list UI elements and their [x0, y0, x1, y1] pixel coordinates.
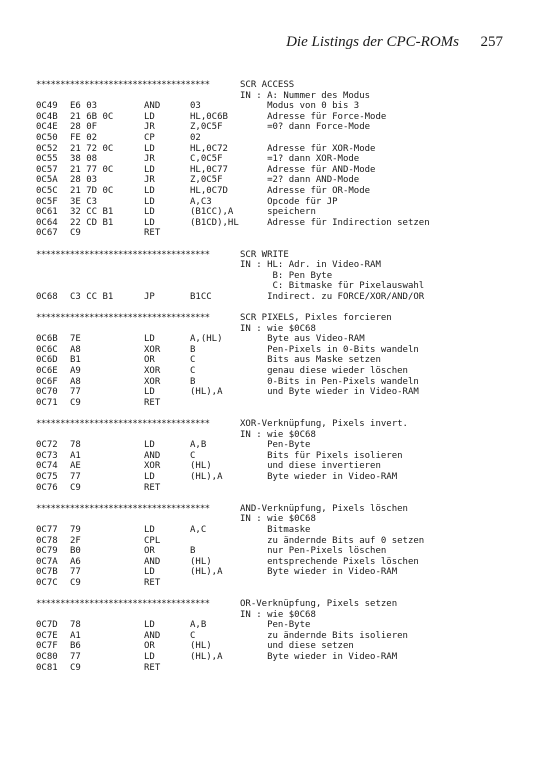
address: 0C7F [36, 641, 58, 652]
address: 0C52 [36, 143, 58, 154]
operand: (HL) [190, 641, 212, 652]
listing-line [36, 472, 516, 483]
comment: zu ändernde Bits isolieren [240, 630, 408, 641]
mnemonic: OR [144, 355, 155, 366]
mnemonic: XOR [144, 461, 161, 472]
comment: XOR-Verknüpfung, Pixels invert. [240, 419, 408, 429]
address: 0C81 [36, 662, 58, 673]
listing-line [36, 387, 516, 398]
address: 0C7A [36, 556, 58, 567]
comment: entsprechende Pixels löschen [240, 556, 419, 567]
machine-code: C3 CC B1 [70, 291, 114, 302]
address: 0C61 [36, 207, 58, 218]
listing-line [36, 461, 516, 472]
operand: B1CC [190, 291, 212, 302]
machine-code: 78 [70, 440, 81, 451]
listing-line [36, 366, 516, 377]
listing-line [36, 525, 516, 536]
comment: Pen-Byte [240, 440, 311, 451]
comment: Adresse für AND-Mode [240, 164, 376, 175]
machine-code: 21 72 0C [70, 143, 114, 154]
listing-line [36, 281, 516, 292]
separator-stars: ************************************ [36, 80, 210, 90]
address: 0C77 [36, 524, 58, 535]
machine-code: A9 [70, 366, 81, 377]
listing-line [36, 334, 516, 345]
listing-line [36, 260, 516, 271]
address: 0C78 [36, 535, 58, 546]
operand: (HL),A [190, 471, 223, 482]
listing-line [36, 419, 516, 430]
comment: Byte aus Video-RAM [240, 334, 365, 345]
operand: B [190, 344, 196, 355]
machine-code: 28 03 [70, 175, 98, 186]
listing-line [36, 133, 516, 144]
machine-code: 21 7D 0C [70, 185, 114, 196]
comment: Modus von 0 bis 3 [240, 101, 360, 112]
comment: 0-Bits in Pen-Pixels wandeln [240, 376, 419, 387]
listing-line [36, 483, 516, 494]
comment: =2? dann AND-Mode [240, 175, 360, 186]
operand: A,B [190, 620, 207, 631]
listing-line [36, 355, 516, 366]
listing-line [36, 122, 516, 133]
address: 0C73 [36, 450, 58, 461]
machine-code: C9 [70, 662, 81, 673]
listing-line [36, 641, 516, 652]
machine-code: C9 [70, 482, 81, 493]
comment: IN : wie $0C68 [240, 514, 316, 525]
listing-line [36, 144, 516, 155]
mnemonic: JR [144, 175, 155, 186]
comment: genau diese wieder löschen [240, 366, 408, 377]
machine-code: 77 [70, 652, 81, 663]
listing-line [36, 101, 516, 112]
machine-code: C9 [70, 577, 81, 588]
machine-code: B6 [70, 641, 81, 652]
mnemonic: LD [144, 207, 155, 218]
comment: Adresse für Indirection setzen [240, 217, 430, 228]
comment: Bits aus Maske setzen [240, 355, 381, 366]
operand: 03 [190, 101, 201, 112]
operand: C [190, 630, 196, 641]
address: 0C75 [36, 471, 58, 482]
comment: =0? dann Force-Mode [240, 122, 371, 133]
listing-line [36, 398, 516, 409]
machine-code: 78 [70, 620, 81, 631]
mnemonic: OR [144, 546, 155, 557]
machine-code: 77 [70, 567, 81, 578]
blank-line [36, 408, 516, 419]
listing-line [36, 165, 516, 176]
operand: HL,0C77 [190, 164, 228, 175]
address: 0C68 [36, 291, 58, 302]
listing-line [36, 228, 516, 239]
address: 0C80 [36, 652, 58, 663]
comment: SCR ACCESS [240, 80, 295, 90]
comment: SCR PIXELS, Pixles forcieren [240, 313, 392, 324]
operand: (HL) [190, 461, 212, 472]
listing-line [36, 112, 516, 123]
operand: (HL),A [190, 567, 223, 578]
address: 0C6D [36, 355, 58, 366]
listing-line [36, 631, 516, 642]
listing-line [36, 663, 516, 674]
listing-line [36, 186, 516, 197]
mnemonic: LD [144, 334, 155, 345]
listing-line [36, 652, 516, 663]
separator-stars: ************************************ [36, 419, 210, 429]
blank-line [36, 239, 516, 250]
mnemonic: LD [144, 620, 155, 631]
listing-line [36, 610, 516, 621]
comment: nur Pen-Pixels löschen [240, 546, 387, 557]
listing-line [36, 514, 516, 525]
listing-line [36, 599, 516, 610]
listing-line [36, 430, 516, 441]
address: 0C7E [36, 630, 58, 641]
mnemonic: AND [144, 630, 161, 641]
operand: C,0C5F [190, 154, 223, 165]
address: 0C6E [36, 366, 58, 377]
listing-line [36, 154, 516, 165]
listing-line [36, 271, 516, 282]
operand: A,C3 [190, 196, 212, 207]
listing-line [36, 578, 516, 589]
comment: Byte wieder in Video-RAM [240, 652, 398, 663]
mnemonic: AND [144, 556, 161, 567]
address: 0C5C [36, 185, 58, 196]
mnemonic: AND [144, 450, 161, 461]
comment: und Byte wieder in Video-RAM [240, 387, 419, 398]
address: 0C6B [36, 334, 58, 345]
listing-line [36, 557, 516, 568]
separator-stars: ************************************ [36, 313, 210, 324]
machine-code: A1 [70, 630, 81, 641]
comment: Indirect. zu FORCE/XOR/AND/OR [240, 291, 425, 302]
machine-code: A6 [70, 556, 81, 567]
operand: A,(HL) [190, 334, 223, 345]
address: 0C6C [36, 344, 58, 355]
machine-code: 22 CD B1 [70, 217, 114, 228]
mnemonic: RET [144, 397, 161, 408]
mnemonic: JP [144, 291, 155, 302]
mnemonic: LD [144, 217, 155, 228]
comment: Pen-Byte [240, 620, 311, 631]
address: 0C55 [36, 154, 58, 165]
listing-line [36, 207, 516, 218]
operand: (B1CD),HL [190, 217, 239, 228]
separator-stars: ************************************ [36, 503, 210, 514]
comment: OR-Verknüpfung, Pixels setzen [240, 599, 398, 610]
operand: HL,0C72 [190, 143, 228, 154]
operand: C [190, 355, 196, 366]
mnemonic: XOR [144, 366, 161, 377]
page-header [0, 34, 503, 54]
comment: AND-Verknüpfung, Pixels löschen [240, 503, 408, 514]
comment: Byte wieder in Video-RAM [240, 471, 398, 482]
mnemonic: CP [144, 132, 155, 143]
comment: Adresse für Force-Mode [240, 111, 387, 122]
listing-line [36, 324, 516, 335]
machine-code: B1 [70, 355, 81, 366]
operand: (B1CC),A [190, 207, 234, 218]
address: 0C79 [36, 546, 58, 557]
address: 0C4E [36, 122, 58, 133]
assembly-listing [36, 80, 516, 673]
operand: HL,0C7D [190, 185, 228, 196]
listing-line [36, 620, 516, 631]
operand: (HL),A [190, 652, 223, 663]
listing-line [36, 345, 516, 356]
address: 0C7B [36, 567, 58, 578]
page-number: 257 [480, 34, 503, 50]
comment: speichern [240, 207, 316, 218]
comment: Bitmaske [240, 524, 311, 535]
operand: A,C [190, 524, 207, 535]
comment: IN : wie $0C68 [240, 323, 316, 334]
comment: IN : wie $0C68 [240, 609, 316, 620]
mnemonic: JR [144, 154, 155, 165]
mnemonic: LD [144, 387, 155, 398]
mnemonic: LD [144, 567, 155, 578]
machine-code: C9 [70, 397, 81, 408]
operand: Z,0C5F [190, 122, 223, 133]
address: 0C71 [36, 397, 58, 408]
blank-line [36, 589, 516, 600]
machine-code: A8 [70, 344, 81, 355]
listing-line [36, 175, 516, 186]
address: 0C50 [36, 132, 58, 143]
address: 0C5F [36, 196, 58, 207]
machine-code: 77 [70, 471, 81, 482]
operand: (HL),A [190, 387, 223, 398]
listing-line [36, 292, 516, 303]
listing-line [36, 504, 516, 515]
address: 0C74 [36, 461, 58, 472]
listing-line [36, 440, 516, 451]
listing-line [36, 536, 516, 547]
blank-line [36, 302, 516, 313]
address: 0C57 [36, 164, 58, 175]
address: 0C70 [36, 387, 58, 398]
comment: B: Pen Byte [240, 270, 333, 281]
operand: A,B [190, 440, 207, 451]
operand: B [190, 376, 196, 387]
running-title: Die Listings der CPC-ROMs [286, 34, 459, 50]
operand: C [190, 450, 196, 461]
machine-code: AE [70, 461, 81, 472]
mnemonic: AND [144, 101, 161, 112]
operand: B [190, 546, 196, 557]
comment: Pen-Pixels in 0-Bits wandeln [240, 344, 419, 355]
machine-code: B0 [70, 546, 81, 557]
machine-code: 77 [70, 387, 81, 398]
address: 0C76 [36, 482, 58, 493]
mnemonic: RET [144, 662, 161, 673]
listing-line [36, 313, 516, 324]
machine-code: 7E [70, 334, 81, 345]
mnemonic: RET [144, 228, 161, 239]
comment: =1? dann XOR-Mode [240, 154, 360, 165]
machine-code: 32 CC B1 [70, 207, 114, 218]
mnemonic: LD [144, 164, 155, 175]
address: 0C7D [36, 620, 58, 631]
operand: C [190, 366, 196, 377]
mnemonic: JR [144, 122, 155, 133]
listing-line [36, 218, 516, 229]
address: 0C49 [36, 101, 58, 112]
mnemonic: XOR [144, 376, 161, 387]
comment: IN : HL: Adr. in Video-RAM [240, 260, 381, 271]
comment: und diese invertieren [240, 461, 381, 472]
mnemonic: OR [144, 641, 155, 652]
machine-code: FE 02 [70, 132, 98, 143]
listing-line [36, 250, 516, 261]
machine-code: 79 [70, 524, 81, 535]
address: 0C5A [36, 175, 58, 186]
separator-stars: ************************************ [36, 249, 210, 260]
comment: Adresse für XOR-Mode [240, 143, 376, 154]
mnemonic: LD [144, 143, 155, 154]
operand: Z,0C5F [190, 175, 223, 186]
comment: Adresse für OR-Mode [240, 185, 371, 196]
blank-line [36, 493, 516, 504]
operand: HL,0C6B [190, 111, 228, 122]
mnemonic: LD [144, 524, 155, 535]
comment: Byte wieder in Video-RAM [240, 567, 398, 578]
comment: zu ändernde Bits auf 0 setzen [240, 535, 425, 546]
machine-code: 28 0F [70, 122, 98, 133]
operand: (HL) [190, 556, 212, 567]
address: 0C7C [36, 577, 58, 588]
mnemonic: XOR [144, 344, 161, 355]
machine-code: 3E C3 [70, 196, 98, 207]
address: 0C72 [36, 440, 58, 451]
machine-code: E6 03 [70, 101, 98, 112]
listing-line [36, 80, 516, 91]
mnemonic: LD [144, 196, 155, 207]
mnemonic: LD [144, 111, 155, 122]
comment: C: Bitmaske für Pixelauswahl [240, 281, 425, 292]
machine-code: 21 6B 0C [70, 111, 114, 122]
comment: Opcode für JP [240, 196, 338, 207]
machine-code: A1 [70, 450, 81, 461]
listing-line [36, 377, 516, 388]
machine-code: 21 77 0C [70, 164, 114, 175]
listing-line [36, 546, 516, 557]
mnemonic: CPL [144, 535, 161, 546]
mnemonic: LD [144, 652, 155, 663]
comment: IN : wie $0C68 [240, 429, 316, 440]
operand: 02 [190, 132, 201, 143]
listing-line [36, 197, 516, 208]
comment: und diese setzen [240, 641, 354, 652]
mnemonic: RET [144, 577, 161, 588]
machine-code: 38 08 [70, 154, 98, 165]
machine-code: 2F [70, 535, 81, 546]
mnemonic: LD [144, 471, 155, 482]
address: 0C64 [36, 217, 58, 228]
comment: SCR WRITE [240, 249, 289, 260]
mnemonic: LD [144, 440, 155, 451]
machine-code: C9 [70, 228, 81, 239]
listing-line [36, 567, 516, 578]
address: 0C67 [36, 228, 58, 239]
listing-line [36, 451, 516, 462]
listing-line [36, 91, 516, 102]
separator-stars: ************************************ [36, 599, 210, 610]
mnemonic: LD [144, 185, 155, 196]
mnemonic: RET [144, 482, 161, 493]
address: 0C4B [36, 111, 58, 122]
comment: Bits für Pixels isolieren [240, 450, 403, 461]
address: 0C6F [36, 376, 58, 387]
comment: IN : A: Nummer des Modus [240, 90, 371, 101]
machine-code: A8 [70, 376, 81, 387]
